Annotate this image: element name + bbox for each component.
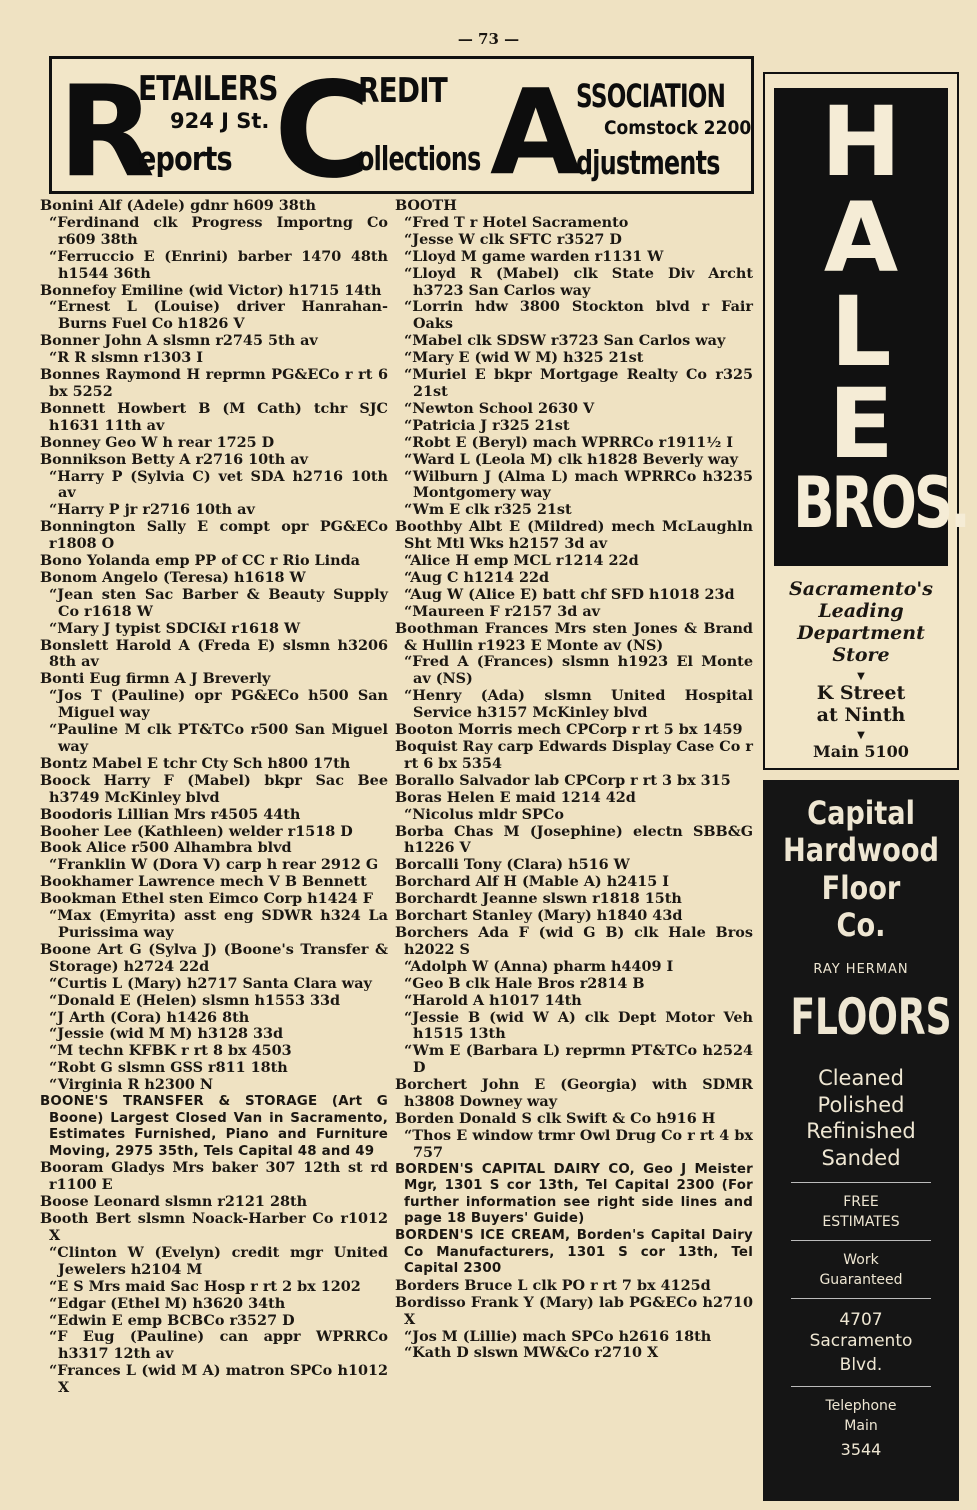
- directory-sub-entry: “ Jos M (Lillie) mach SPCo h2616 18th: [404, 1329, 753, 1346]
- directory-sub-entry: “ Kath D slswn MW&Co r2710 X: [404, 1345, 753, 1362]
- directory-column-middle: [395, 198, 753, 1362]
- directory-entry: Bontz Mabel E tchr Cty Sch h800 17th: [40, 754, 351, 772]
- banner-redit: REDIT: [358, 71, 447, 111]
- chf-divider-2: [791, 1240, 931, 1241]
- directory-sub-entry: “ Newton School 2630 V: [404, 401, 753, 418]
- chf-divider-3: [791, 1298, 931, 1299]
- capital-hardwood-floor-ad: [763, 780, 959, 1501]
- directory-sub-entry: “ Alice H emp MCL r1214 22d: [404, 553, 753, 570]
- chf-title-4: Co.: [836, 906, 886, 944]
- directory-sub-entry: “ Jessie B (wid W A) clk Dept Motor Veh h1515 13th: [404, 1010, 753, 1044]
- directory-sub-entry: “ Virginia R h2300 N: [49, 1077, 388, 1094]
- directory-sub-entry: “ Jesse W clk SFTC r3527 D: [404, 232, 753, 249]
- chf-free-2: ESTIMATES: [822, 1214, 900, 1230]
- chf-divider-1: [791, 1182, 931, 1183]
- directory-sub-entry: “ Edwin E emp BCBCo r3527 D: [49, 1313, 388, 1330]
- directory-sub-entry: “ Nicolus mldr SPCo: [404, 807, 753, 824]
- hale-bros-ad: [763, 72, 968, 770]
- directory-entry: Bonom Angelo (Teresa) h1618 W: [40, 568, 306, 586]
- hale-arrow-icon-2: ▼: [857, 730, 865, 741]
- chf-title-3: Floor: [821, 869, 901, 907]
- directory-sub-entry: “ Curtis L (Mary) h2717 Santa Clara way: [49, 976, 388, 993]
- hale-location-2: at Ninth: [816, 704, 906, 726]
- page-number: — 73 —: [457, 30, 520, 48]
- business-listing-name: BOONE'S TRANSFER & STORAGE: [40, 1094, 318, 1110]
- directory-sub-entry: “ Aug W (Alice E) batt chf SFD h1018 23d: [404, 587, 753, 604]
- directory-entry: Boodoris Lillian Mrs r4505 44th: [40, 805, 301, 823]
- hale-tagline-2: Leading: [818, 600, 904, 622]
- directory-entry: Borchers Ada F (wid G B) clk Hale Bros h2022 S: [395, 923, 753, 958]
- chf-title-2: Hardwood: [783, 831, 939, 869]
- banner-djustments: djustments: [576, 143, 720, 182]
- directory-sub-entry: “ Patricia J r325 21st: [404, 418, 753, 435]
- banner-etailers: ETAILERS: [138, 69, 278, 109]
- hale-letter-e: E: [828, 368, 894, 480]
- directory-entry: Borders Bruce L clk PO r rt 7 bx 4125d: [395, 1276, 711, 1294]
- hale-tagline-1: Sacramento's: [789, 578, 933, 600]
- banner-ssociation: SSOCIATION: [576, 77, 726, 115]
- directory-entry: Borba Chas M (Josephine) electn SBB&G h1226 V: [395, 822, 753, 857]
- chf-service-3: Refinished: [806, 1119, 916, 1143]
- business-listing-details: Borden's Capital Dairy Co Manufacturers, 1301 S cor 13th, Tel Capital 2300: [404, 1228, 753, 1277]
- directory-sub-entry: “ Pauline M clk PT&TCo r500 San Miguel way: [49, 722, 388, 756]
- directory-entry: Bonnikson Betty A r2716 10th av: [40, 450, 308, 468]
- directory-entry: Boothby Albt E (Mildred) mech McLaughln Sht Mtl Wks h2157 3d av: [395, 518, 753, 553]
- banner-address: 924 J St.: [170, 109, 270, 133]
- directory-entry: Boquist Ray carp Edwards Display Case Co r rt 6 bx 5354: [395, 738, 753, 772]
- chf-title-1: Capital: [807, 794, 915, 832]
- directory-sub-entry: “ M techn KFBK r rt 8 bx 4503: [49, 1043, 388, 1060]
- directory-sub-entry: “ Clinton W (Evelyn) credit mgr United Jewelers h2104 M: [49, 1245, 388, 1279]
- business-listing-name: BORDEN'S CAPITAL DAIRY CO,: [395, 1161, 635, 1177]
- directory-entry: Booton Morris mech CPCorp r rt 5 bx 1459: [395, 721, 743, 739]
- directory-sub-entry: “ Jos T (Pauline) opr PG&ECo h500 San Miguel way: [49, 688, 388, 722]
- hale-tagline-3: Department: [797, 622, 925, 644]
- directory-entry: Booher Lee (Kathleen) welder r1518 D: [40, 822, 353, 840]
- chf-floors: FLOORS: [790, 988, 952, 1046]
- directory-sub-entry: “ Jessie (wid M M) h3128 33d: [49, 1026, 388, 1043]
- directory-entry: Borchard Alf H (Mable A) h2415 I: [395, 873, 669, 891]
- banner-big-c: C: [274, 54, 371, 208]
- directory-sub-entry: “ Donald E (Helen) slsmn h1553 33d: [49, 993, 388, 1010]
- directory-entry: Book Alice r500 Alhambra blvd: [40, 839, 292, 857]
- directory-sub-entry: “ Mary J typist SDCI&I r1618 W: [49, 621, 388, 638]
- directory-entry: Bonnefoy Emiline (wid Victor) h1715 14th: [40, 281, 382, 299]
- directory-entry: Borchart Stanley (Mary) h1840 43d: [395, 907, 683, 925]
- directory-sub-entry: “ Adolph W (Anna) pharm h4409 I: [404, 959, 753, 976]
- directory-sub-entry: “ Wm E (Barbara L) reprmn PT&TCo h2524 D: [404, 1043, 753, 1077]
- directory-entry: Borchardt Jeanne slswn r1818 15th: [395, 890, 682, 908]
- directory-sub-entry: “ Wm E clk r325 21st: [404, 502, 753, 519]
- directory-sub-entry: “ Harold A h1017 14th: [404, 993, 753, 1010]
- directory-entry: Borcalli Tony (Clara) h516 W: [395, 856, 630, 874]
- hale-arrow-icon: ▼: [857, 671, 865, 682]
- directory-column-left: [40, 198, 388, 1397]
- directory-entry: Bordisso Frank Y (Mary) lab PG&ECo h2710 X: [395, 1293, 753, 1328]
- directory-entry: Bonslett Harold A (Freda E) slsmn h3206 8th av: [40, 636, 388, 671]
- directory-sub-entry: “ Robt E (Beryl) mach WPRRCo r1911½ I: [404, 435, 753, 452]
- chf-address-3: Blvd.: [839, 1355, 883, 1375]
- directory-entry: Boothman Frances Mrs sten Jones & Brand & Hullin r1923 E Monte av (NS): [395, 619, 753, 654]
- directory-sub-entry: “ Aug C h1214 22d: [404, 570, 753, 587]
- directory-sub-entry: “ Maureen F r2157 3d av: [404, 604, 753, 621]
- directory-sub-entry: “ Muriel E bkpr Mortgage Realty Co r325 21st: [404, 367, 753, 401]
- directory-sub-entry: “ Harry P jr r2716 10th av: [49, 502, 388, 519]
- directory-entry: Bonini Alf (Adele) gdnr h609 38th: [40, 197, 316, 214]
- hale-letter-l: L: [830, 276, 892, 388]
- directory-entry: Boras Helen E maid 1214 42d: [395, 788, 636, 806]
- banner-big-a: A: [490, 63, 582, 201]
- hale-location-1: K Street: [816, 682, 906, 704]
- directory-sub-entry: “ E S Mrs maid Sac Hosp r rt 2 bx 1202: [49, 1279, 388, 1296]
- chf-service-4: Sanded: [821, 1146, 901, 1170]
- banner-eports: eports: [138, 139, 232, 178]
- directory-entry: Bonnes Raymond H reprmn PG&ECo r rt 6 bx 5252: [40, 366, 388, 400]
- chf-address-1: 4707: [839, 1310, 883, 1330]
- business-listing-details: (Art G Boone) Largest Closed Van in Sacramento, Estimates Furnished, Piano and Furniture Moving, 2975 35th, Tels Capital 48 and 49: [49, 1094, 388, 1159]
- directory-sub-entry: “ Ward L (Leola M) clk h1828 Beverly way: [404, 452, 753, 469]
- directory-sub-entry: “ Mary E (wid W M) h325 21st: [404, 350, 753, 367]
- business-listing: [40, 1094, 388, 1160]
- directory-sub-entry: “ Max (Emyrita) asst eng SDWR h324 La Purissima way: [49, 908, 388, 942]
- directory-sub-entry: “ Fred T r Hotel Sacramento: [404, 215, 753, 232]
- directory-entry: Boock Harry F (Mabel) bkpr Sac Bee h3749 McKinley blvd: [40, 771, 388, 806]
- hale-phone: Main 5100: [813, 742, 909, 761]
- chf-address-2: Sacramento: [809, 1331, 913, 1351]
- chf-service-2: Polished: [817, 1093, 905, 1117]
- chf-service-1: Cleaned: [818, 1066, 904, 1090]
- directory-entry: Bookman Ethel sten Eimco Corp h1424 F: [40, 890, 373, 908]
- directory-entry: Bonti Eug firmn A J Breverly: [40, 670, 271, 688]
- hale-tagline-4: Store: [832, 644, 890, 666]
- business-listing-details: Geo J Meister Mgr, 1301 S cor 13th, Tel Capital 2300 (For further information see right side lines and page 18 Buyers' Guide): [404, 1161, 753, 1227]
- directory-sub-entry: “ Franklin W (Dora V) carp h rear 2912 G: [49, 857, 388, 874]
- directory-sub-entry: “ Geo B clk Hale Bros r2814 B: [404, 976, 753, 993]
- banner-phone: Comstock 2200: [604, 117, 752, 139]
- chf-owner: RAY HERMAN: [813, 962, 909, 977]
- directory-entry: Bookhamer Lawrence mech V B Bennett: [40, 873, 367, 891]
- directory-sub-entry: “ Mabel clk SDSW r3723 San Carlos way: [404, 333, 753, 350]
- banner-big-r: R: [58, 58, 156, 205]
- directory-entry: Bonner John A slsmn r2745 5th av: [40, 332, 318, 350]
- directory-sub-entry: “ Robt G slsmn GSS r811 18th: [49, 1060, 388, 1077]
- directory-entry: Bonnington Sally E compt opr PG&ECo r1808 O: [40, 518, 388, 553]
- directory-sub-entry: “ Lorrin hdw 3800 Stockton blvd r Fair Oaks: [404, 299, 753, 333]
- directory-sub-entry: “ Lloyd R (Mabel) clk State Div Archt h3723 San Carlos way: [404, 266, 753, 300]
- directory-sub-entry: “ R R slsmn r1303 I: [49, 350, 388, 367]
- directory-sub-entry: “ Harry P (Sylvia C) vet SDA h2716 10th av: [49, 469, 388, 503]
- directory-entry: Boose Leonard slsmn r2121 28th: [40, 1193, 308, 1211]
- chf-divider-4: [791, 1386, 931, 1387]
- chf-guarantee-2: Guaranteed: [819, 1272, 903, 1288]
- hale-bros-logo-panel: [774, 86, 968, 566]
- directory-sub-entry: “ Ferruccio E (Enrini) barber 1470 48th h1544 36th: [49, 249, 388, 283]
- business-listing: [395, 1161, 753, 1228]
- directory-sub-entry: “ Henry (Ada) slsmn United Hospital Service h3157 McKinley blvd: [404, 688, 753, 722]
- chf-telephone-3: 3544: [840, 1440, 882, 1459]
- hale-bros-text: BROS.: [793, 462, 968, 544]
- directory-sub-entry: “ F Eug (Pauline) can appr WPRRCo h3317 12th av: [49, 1329, 388, 1363]
- directory-sub-entry: “ J Arth (Cora) h1426 8th: [49, 1010, 388, 1027]
- hale-letter-a: A: [823, 182, 899, 294]
- directory-sub-entry: “ Thos E window trmr Owl Drug Co r rt 4 bx 757: [404, 1128, 753, 1162]
- directory-entry: Borallo Salvador lab CPCorp r rt 3 bx 315: [395, 771, 731, 789]
- chf-free-1: FREE: [843, 1194, 879, 1210]
- directory-entry: Bonney Geo W h rear 1725 D: [40, 433, 275, 451]
- hale-letter-h: H: [820, 86, 902, 198]
- directory-entry: Borden Donald S clk Swift & Co h916 H: [395, 1109, 716, 1127]
- banner-ollections: ollections: [358, 139, 481, 178]
- directory-sub-entry: “ Fred A (Frances) slsmn h1923 El Monte av (NS): [404, 654, 753, 688]
- directory-sub-entry: “ Lloyd M game warden r1131 W: [404, 249, 753, 266]
- directory-entry: Booram Gladys Mrs baker 307 12th st rd r1100 E: [40, 1159, 388, 1194]
- chf-telephone-1: Telephone: [825, 1398, 897, 1414]
- directory-sub-entry: “ Jean sten Sac Barber & Beauty Supply Co r1618 W: [49, 587, 388, 621]
- directory-sub-entry: “ Ferdinand clk Progress Importng Co r609 38th: [49, 215, 388, 249]
- chf-telephone-2: Main: [844, 1418, 878, 1434]
- directory-sub-entry: “ Frances L (wid M A) matron SPCo h1012 X: [49, 1363, 388, 1397]
- directory-sub-entry: “ Wilburn J (Alma L) mach WPRRCo h3235 Montgomery way: [404, 469, 753, 503]
- directory-entry: Borchert John E (Georgia) with SDMR h3808 Downey way: [395, 1076, 753, 1111]
- directory-entry: Boone Art G (Sylva J) (Boone's Transfer & Storage) h2724 22d: [40, 940, 388, 975]
- directory-entry: Bono Yolanda emp PP of CC r Rio Linda: [40, 552, 360, 570]
- directory-sub-entry: “ Ernest L (Louise) driver Hanrahan-Burns Fuel Co h1826 V: [49, 299, 388, 333]
- directory-entry: Bonnett Howbert B (M Cath) tchr SJC h1631 11th av: [40, 399, 388, 434]
- chf-guarantee-1: Work: [843, 1252, 879, 1268]
- business-listing-name: BORDEN'S ICE CREAM,: [395, 1228, 571, 1244]
- directory-entry: BOOTH: [395, 197, 457, 214]
- business-listing: [395, 1228, 753, 1278]
- directory-entry: Booth Bert slsmn Noack-Harber Co r1012 X: [40, 1210, 388, 1245]
- directory-sub-entry: “ Edgar (Ethel M) h3620 34th: [49, 1296, 388, 1313]
